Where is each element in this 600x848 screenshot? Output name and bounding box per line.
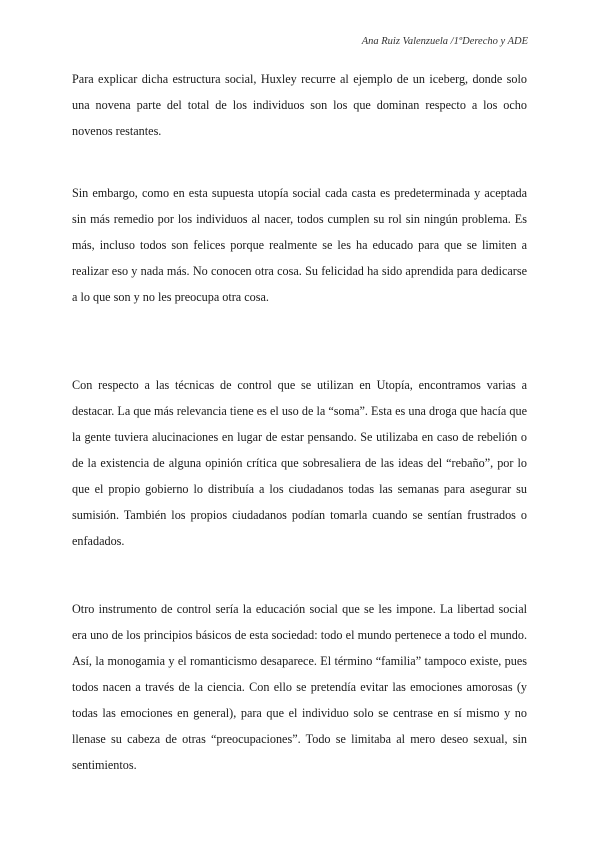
paragraph-soma: Con respecto a las técnicas de control que se utilizan en Utopía, encontramos varias a destacar. La que más relevancia tiene es el uso de la “soma”. Esta es una droga que hacía que la gente tuviera alucinaciones en lugar de estar pensando. Se utilizaba en caso de rebelión o de la existencia de alguna opinión crítica que sobresaliera de las ideas del “rebaño”, por lo que el propio gobierno lo distribuía a los ciudadanos todas las semanas para asegurar su sumisión. También los propios ciudadanos podían tomarla cuando se sentían frustrados o enfadados. — [72, 378, 527, 548]
paragraph-education: Otro instrumento de control sería la educación social que se les impone. La libertad social era uno de los principios básicos de esta sociedad: todo el mundo pertenece a todo el mundo. Así, la monogamia y el romanticismo desaparece. El término “familia” tampoco existe, pues todos nacen a través de la ciencia. Con ello se pretendía evitar las emociones amorosas (y todas las emociones en general), para que el individuo solo se centrase en sí mismo y no llenase su cabeza de otras “preocupaciones”. Todo se limitaba al mero deseo sexual, sin sentimientos. — [72, 602, 527, 772]
page-header-author: Ana Ruiz Valenzuela /1ºDerecho y ADE — [361, 36, 528, 47]
paragraph-castes: Sin embargo, como en esta supuesta utopía social cada casta es predeterminada y aceptada sin más remedio por los individuos al nacer, todos cumplen su rol sin ningún problema. Es más, incluso todos son felices porque realmente se les ha educado para que se limiten a realizar eso y nada más. No conocen otra cosa. Su felicidad ha sido aprendida para dedicarse a lo que son y no les preocupa otra cosa. — [72, 186, 527, 304]
paragraph-iceberg: Para explicar dicha estructura social, Huxley recurre al ejemplo de un iceberg, donde solo una novena parte del total de los individuos son los que dominan respecto a los ocho novenos restantes. — [72, 72, 527, 138]
